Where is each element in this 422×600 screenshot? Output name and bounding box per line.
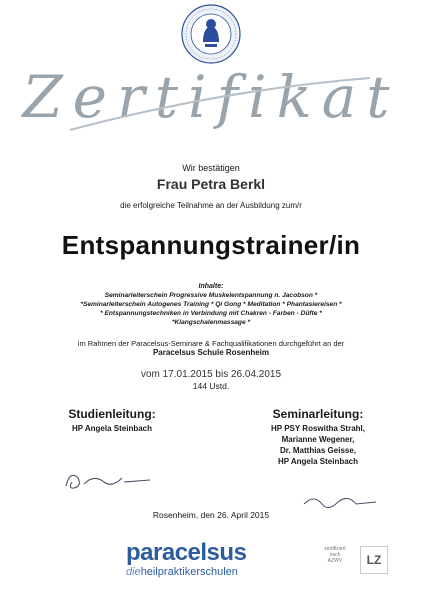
framework-text: im Rahmen der Paracelsus-Seminare & Fachqualifikationen durchgeführt an der [77,339,345,348]
seminar-lead-heading: Seminarleitung: [272,407,364,421]
contents-line: *Klangschalenmassage * [171,319,251,326]
place-and-date: Rosenheim, den 26. April 2015 [152,510,270,520]
logo-wordmark: paracelsus [126,539,247,566]
azav-mark: LZ [366,553,382,567]
cert-line: nach [329,552,341,558]
study-lead-name: HP Angela Steinbach [71,424,153,433]
recipient-name: Frau Petra Berkl [156,176,266,192]
seminar-lead-name: Marianne Wegener, [281,435,355,444]
signature-study-lead [60,464,160,494]
certificate-title: Zertifikat [22,63,400,131]
azav-certification-badge [360,546,388,574]
contents-line: Seminarleiterschein Progressive Muskelentspannung n. Jacobson * [104,292,318,299]
study-lead-heading: Studienleitung: [68,407,156,421]
confirm-text: Wir bestätigen [182,163,240,173]
school-name: Paracelsus Schule Rosenheim [152,348,270,357]
contents-line: * Entspannungstechniken in Verbindung mit Chakren - Farben - Düfte * [100,310,322,317]
logo-subline [126,566,246,578]
university-seal-icon [181,4,241,64]
seminar-lead-name: HP Angela Steinbach [277,457,359,466]
title-swoosh [60,70,380,140]
course-hours: 144 Ustd. [192,381,230,391]
cert-line: zertifiziert [324,546,346,552]
course-dates: vom 17.01.2015 bis 26.04.2015 [140,369,282,380]
course-title: Entspannungstrainer/in [61,230,361,260]
participation-text: die erfolgreiche Teilnahme an der Ausbildung zum/r [120,201,302,210]
logo-sub-rest: heilpraktikerschulen [140,566,238,578]
seminar-lead-name: Dr. Matthias Geisse, [279,446,357,455]
contents-heading: Inhalte: [198,283,224,290]
cert-line: AZWV [327,558,343,564]
study-lead-block [32,407,192,434]
paracelsus-logo [126,541,246,578]
contents-line: *Seminarleiterschein Autogenes Training * Qi Gong * Meditation * Phantasiereisen * [80,301,342,308]
certification-note [312,546,358,564]
seminar-lead-name: HP PSY Roswitha Strahl, [271,424,365,433]
seminar-lead-block [228,407,408,467]
logo-sub-prefix: die [126,566,141,578]
